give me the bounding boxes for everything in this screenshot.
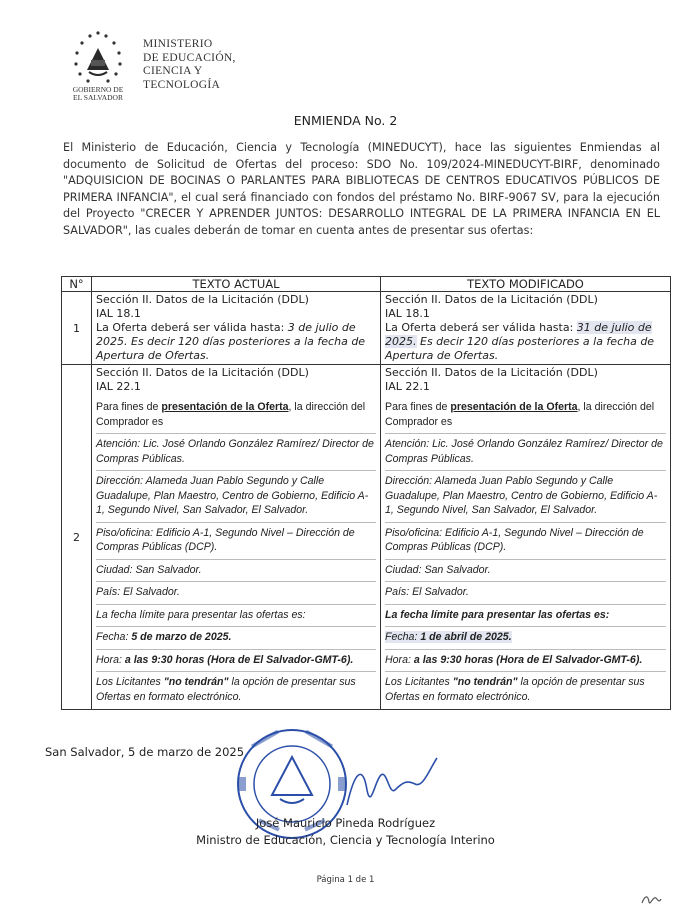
attention-text: Atención: Lic. José Orlando González Ramírez/ Director de Compras Públicas.	[385, 433, 666, 470]
intro-paragraph: El Ministerio de Educación, Ciencia y Tecnología (MINEDUCYT), hace las siguientes Enmiendas al documento de Solicitud de Ofertas del proceso: SDO No. 109/2024-MINEDUCYT-BIRF, denominado "ADQUISICION DE BOCINAS O PARLANTES PARA BIBLIOTECAS DE CENTROS EDUCATIVOS PÚBLICOS DE PRIMERA INFANCIA", el cual será financiado con fondos del préstamo No. BIRF-9067 SV, para la ejecución del Proyecto "CRECER Y APRENDER JUNTOS: DESARROLLO INTEGRAL DE LA PRIMERA INFANCIA EN EL SALVADOR", las cuales deberán de tomar en cuenta antes de presentar sus ofertas:	[63, 141, 660, 237]
ial-label: IAL 22.1	[385, 380, 430, 393]
date-text: Fecha: 1 de abril de 2025.	[385, 626, 666, 649]
country-text: País: El Salvador.	[96, 581, 376, 604]
section-label: Sección II. Datos de la Licitación (DDL)	[385, 366, 598, 379]
actual-text-cell	[92, 365, 381, 710]
time-text: Hora: a las 9:30 horas (Hora de El Salvador-GMT-6).	[96, 649, 376, 672]
date-text: Fecha: 5 de marzo de 2025.	[96, 626, 376, 649]
validity-text: La Oferta deberá ser válida hasta: 3 de julio de 2025. Es decir 120 días posteriores a la fecha de Apertura de Ofertas.	[96, 321, 366, 362]
floor-text: Piso/oficina: Edificio A-1, Segundo Nivel – Dirección de Compras Públicas (DCP).	[96, 522, 376, 559]
address-text: Dirección: Alameda Juan Pablo Segundo y Calle Guadalupe, Plan Maestro, Centro de Gobierno, Edificio A-1, Segundo Nivel, San Salvador, El Salvador.	[385, 470, 666, 522]
header-actual: TEXTO ACTUAL	[92, 277, 381, 292]
bidders-text: Los Licitantes "no tendrán" la opción de presentar sus Ofertas en formato electrónico.	[96, 671, 376, 708]
validity-text: La Oferta deberá ser válida hasta: 31 de julio de 2025. Es decir 120 días posteriores a la fecha de Apertura de Ofertas.	[385, 321, 655, 362]
section-label: Sección II. Datos de la Licitación (DDL)	[96, 293, 309, 306]
modified-text-cell	[381, 292, 671, 365]
ial-label: IAL 22.1	[96, 380, 141, 393]
initials-mark	[640, 893, 662, 907]
purpose-text: Para fines de presentación de la Oferta, la dirección del Comprador es	[96, 401, 366, 428]
signatory-title: Ministro de Educación, Ciencia y Tecnología Interino	[196, 833, 495, 847]
signature-block	[0, 815, 691, 849]
attention-text: Atención: Lic. José Orlando González Ramírez/ Director de Compras Públicas.	[96, 433, 376, 470]
place-date: San Salvador, 5 de marzo de 2025	[45, 745, 245, 759]
header-num: N°	[62, 277, 92, 292]
purpose-text: Para fines de presentación de la Oferta, la dirección del Comprador es	[385, 401, 655, 428]
deadline-label: La fecha límite para presentar las ofertas es:	[385, 604, 666, 627]
section-label: Sección II. Datos de la Licitación (DDL)	[96, 366, 309, 379]
handwritten-signature	[345, 750, 440, 810]
country-text: País: El Salvador.	[385, 581, 666, 604]
signatory-name: José Mauricio Pineda Rodríguez	[255, 816, 436, 830]
table-header-row	[62, 277, 671, 292]
government-label: GOBIERNO DE EL SALVADOR	[72, 85, 124, 102]
document-title: ENMIENDA No. 2	[293, 113, 398, 128]
row-number: 2	[62, 365, 92, 710]
amendments-table	[61, 276, 671, 710]
ial-label: IAL 18.1	[96, 307, 141, 320]
deadline-label: La fecha límite para presentar las ofertas es:	[96, 604, 376, 627]
time-text: Hora: a las 9:30 horas (Hora de El Salvador-GMT-6).	[385, 649, 666, 672]
city-text: Ciudad: San Salvador.	[385, 559, 666, 582]
city-text: Ciudad: San Salvador.	[96, 559, 376, 582]
page-number: Página 1 de 1	[316, 875, 375, 885]
bidders-text: Los Licitantes "no tendrán" la opción de presentar sus Ofertas en formato electrónico.	[385, 671, 666, 708]
row-number: 1	[62, 292, 92, 365]
modified-text-cell	[381, 365, 671, 710]
floor-text: Piso/oficina: Edificio A-1, Segundo Nivel – Dirección de Compras Públicas (DCP).	[385, 522, 666, 559]
address-text: Dirección: Alameda Juan Pablo Segundo y Calle Guadalupe, Plan Maestro, Centro de Gobierno, Edificio A-1, Segundo Nivel, San Salvador, El Salvador.	[96, 470, 376, 522]
table-row	[62, 292, 671, 365]
section-label: Sección II. Datos de la Licitación (DDL)	[385, 293, 598, 306]
header-modified: TEXTO MODIFICADO	[381, 277, 671, 292]
ministry-name: MINISTERIO DE EDUCACIÓN, CIENCIA Y TECNOLOGÍA	[143, 38, 236, 91]
table-row	[62, 365, 671, 710]
ial-label: IAL 18.1	[385, 307, 430, 320]
actual-text-cell	[92, 292, 381, 365]
